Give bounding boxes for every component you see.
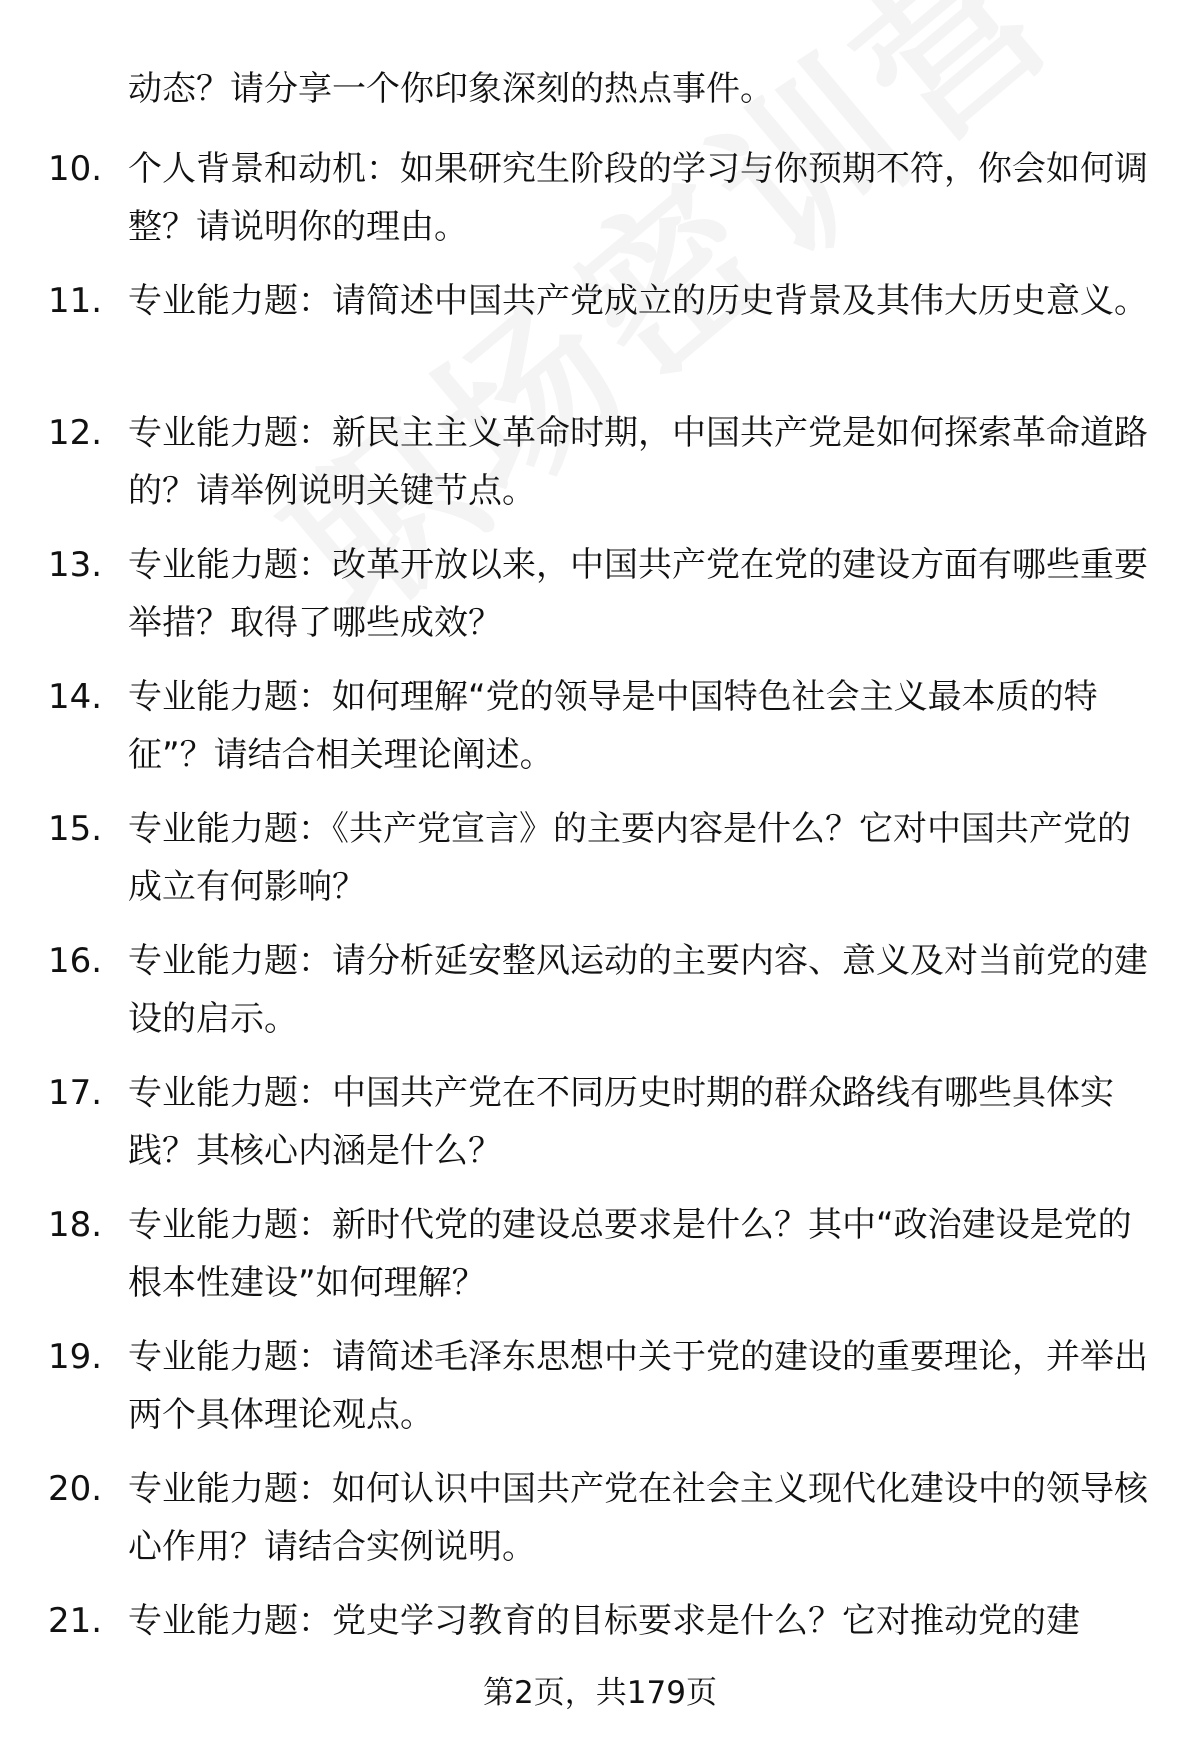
item-number: 17. bbox=[48, 1073, 103, 1113]
item-number: 21. bbox=[48, 1601, 103, 1641]
page-footer: 第2页，共179页 bbox=[483, 1675, 717, 1711]
item-number: 14. bbox=[48, 677, 103, 717]
item-number: 16. bbox=[48, 941, 103, 981]
question-list bbox=[0, 140, 1200, 1724]
item-text: 个人背景和动机：如果研究生阶段的学习与你预期不符，你会如何调整？请说明你的理由。 bbox=[128, 149, 1148, 247]
list-item bbox=[0, 1328, 1200, 1460]
list-item bbox=[0, 932, 1200, 1064]
item-number: 12. bbox=[48, 413, 103, 453]
item-number: 20. bbox=[48, 1469, 103, 1509]
item-text: 专业能力题：如何理解“党的领导是中国特色社会主义最本质的特征”？请结合相关理论阐述。 bbox=[128, 677, 1098, 775]
list-item bbox=[0, 800, 1200, 932]
list-item bbox=[0, 668, 1200, 800]
item-number: 10. bbox=[48, 149, 103, 189]
continued-text: 动态？请分享一个你印象深刻的热点事件。 bbox=[128, 69, 774, 109]
list-item bbox=[0, 1064, 1200, 1196]
list-item bbox=[0, 140, 1200, 272]
list-item bbox=[0, 536, 1200, 668]
item-number: 11. bbox=[48, 281, 103, 321]
item-text: 专业能力题：新民主主义革命时期，中国共产党是如何探索革命道路的？请举例说明关键节点。 bbox=[128, 413, 1148, 511]
item-number: 19. bbox=[48, 1337, 103, 1377]
item-text: 专业能力题：请分析延安整风运动的主要内容、意义及对当前党的建设的启示。 bbox=[128, 941, 1148, 1039]
item-number: 15. bbox=[48, 809, 103, 849]
list-item bbox=[0, 404, 1200, 536]
item-text: 专业能力题：改革开放以来，中国共产党在党的建设方面有哪些重要举措？取得了哪些成效？ bbox=[128, 545, 1148, 643]
list-item bbox=[0, 272, 1200, 404]
item-number: 18. bbox=[48, 1205, 103, 1245]
item-text: 专业能力题：如何认识中国共产党在社会主义现代化建设中的领导核心作用？请结合实例说明。 bbox=[128, 1469, 1148, 1567]
item-text: 专业能力题：党史学习教育的目标要求是什么？它对推动党的建 bbox=[128, 1601, 1080, 1641]
item-text: 专业能力题：《共产党宣言》的主要内容是什么？它对中国共产党的成立有何影响？ bbox=[128, 809, 1131, 907]
item-text: 专业能力题：请简述毛泽东思想中关于党的建设的重要理论，并举出两个具体理论观点。 bbox=[128, 1337, 1148, 1435]
item-text: 专业能力题：新时代党的建设总要求是什么？其中“政治建设是党的根本性建设”如何理解？ bbox=[128, 1205, 1132, 1303]
item-number: 13. bbox=[48, 545, 103, 585]
list-item bbox=[0, 1460, 1200, 1592]
item-text: 专业能力题：中国共产党在不同历史时期的群众路线有哪些具体实践？其核心内涵是什么？ bbox=[128, 1073, 1114, 1171]
item-text: 专业能力题：请简述中国共产党成立的历史背景及其伟大历史意义。 bbox=[128, 281, 1148, 321]
list-item bbox=[0, 1196, 1200, 1328]
